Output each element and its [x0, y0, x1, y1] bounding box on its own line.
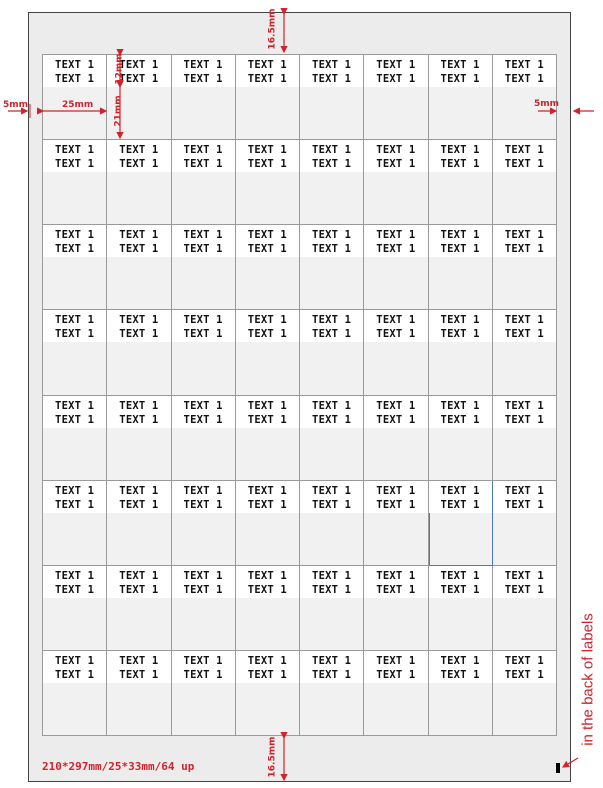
label-text-line2: TEXT 1: [376, 73, 416, 85]
label-text-line2: TEXT 1: [119, 243, 159, 256]
label-text-line1: TEXT 1: [119, 59, 159, 71]
label-text-line2: TEXT 1: [504, 158, 544, 171]
label-text-line2: TEXT 1: [312, 243, 352, 256]
label-text-line2: TEXT 1: [55, 668, 95, 681]
label-text-line1: TEXT 1: [440, 654, 480, 667]
label-text-line2: TEXT 1: [504, 413, 544, 426]
label-text-line2: TEXT 1: [55, 413, 95, 426]
label-text-line1: TEXT 1: [119, 654, 159, 667]
label-text-line1: TEXT 1: [312, 144, 352, 157]
label-text-line1: TEXT 1: [247, 314, 287, 327]
label-text-line2: TEXT 1: [376, 668, 416, 681]
label-text-line1: TEXT 1: [312, 399, 352, 412]
label-text-line1: TEXT 1: [183, 229, 223, 242]
label-text-line1: TEXT 1: [183, 399, 223, 412]
label-text-line1: TEXT 1: [440, 314, 480, 327]
label-text-line1: TEXT 1: [247, 144, 287, 157]
label-text-line1: TEXT 1: [247, 399, 287, 412]
label-text-line1: TEXT 1: [119, 144, 159, 157]
label-text-line1: TEXT 1: [55, 399, 95, 412]
label-text-line1: TEXT 1: [55, 314, 95, 327]
label-text-line1: TEXT 1: [504, 144, 544, 157]
label-text-line1: TEXT 1: [183, 59, 223, 71]
label-text-line1: TEXT 1: [504, 59, 544, 71]
label-text-line1: TEXT 1: [183, 654, 223, 667]
label-text-line1: TEXT 1: [376, 144, 416, 157]
bottom-margin-label: 16.5mm: [267, 736, 278, 778]
label-text-line2: TEXT 1: [247, 73, 287, 85]
label-text-line2: TEXT 1: [55, 498, 95, 511]
label-text-line2: TEXT 1: [376, 498, 416, 511]
label-text-line2: TEXT 1: [376, 413, 416, 426]
label-text-line1: TEXT 1: [440, 144, 480, 157]
label-text-line1: TEXT 1: [376, 59, 416, 71]
label-text-line2: TEXT 1: [119, 583, 159, 596]
label-text-line1: TEXT 1: [55, 484, 95, 497]
label-text-line2: TEXT 1: [312, 498, 352, 511]
label-text-line1: TEXT 1: [504, 314, 544, 327]
label-text-line1: TEXT 1: [119, 569, 159, 582]
label-text-line1: TEXT 1: [440, 229, 480, 242]
label-text-line1: TEXT 1: [504, 654, 544, 667]
label-text-line2: TEXT 1: [247, 413, 287, 426]
label-text-line2: TEXT 1: [183, 498, 223, 511]
label-text-line2: TEXT 1: [312, 413, 352, 426]
label-text-line2: TEXT 1: [504, 583, 544, 596]
label-text-line1: TEXT 1: [440, 59, 480, 71]
label-text-line2: TEXT 1: [183, 243, 223, 256]
sheet-size-caption: 210*297mm/25*33mm/64 up: [42, 760, 195, 773]
label-text-line2: TEXT 1: [312, 158, 352, 171]
back-note-arrow: [563, 758, 578, 767]
label-text-line1: TEXT 1: [55, 59, 95, 71]
label-text-line2: TEXT 1: [55, 328, 95, 341]
label-text-line1: TEXT 1: [376, 399, 416, 412]
label-text-line2: TEXT 1: [504, 328, 544, 341]
label-text-line1: TEXT 1: [183, 144, 223, 157]
label-text-line1: TEXT 1: [504, 229, 544, 242]
label-text-line2: TEXT 1: [119, 158, 159, 171]
label-text-line2: TEXT 1: [119, 328, 159, 341]
label-text-line1: TEXT 1: [247, 654, 287, 667]
label-text-line2: TEXT 1: [440, 498, 480, 511]
label-text-line1: TEXT 1: [312, 484, 352, 497]
label-text-line1: TEXT 1: [55, 229, 95, 242]
label-text-line2: TEXT 1: [440, 583, 480, 596]
label-text-line2: TEXT 1: [247, 328, 287, 341]
label-text-line1: TEXT 1: [183, 314, 223, 327]
back-of-labels-note: in the back of labels: [579, 613, 597, 746]
label-text-line2: TEXT 1: [440, 328, 480, 341]
label-text-line1: TEXT 1: [312, 314, 352, 327]
label-text-line1: TEXT 1: [312, 569, 352, 582]
label-text-line1: TEXT 1: [376, 229, 416, 242]
label-text-line2: TEXT 1: [55, 243, 95, 256]
label-text-line2: TEXT 1: [247, 583, 287, 596]
corner-mark: [556, 763, 560, 773]
label-text-line1: TEXT 1: [440, 484, 480, 497]
label-text-line1: TEXT 1: [119, 484, 159, 497]
label-text-line2: TEXT 1: [119, 498, 159, 511]
label-text-line2: TEXT 1: [183, 668, 223, 681]
label-text-line1: TEXT 1: [183, 484, 223, 497]
label-text-line2: TEXT 1: [247, 498, 287, 511]
label-text-line2: TEXT 1: [55, 158, 95, 171]
label-text-line2: TEXT 1: [504, 498, 544, 511]
label-text-line2: TEXT 1: [440, 73, 480, 85]
label-text-line2: TEXT 1: [183, 583, 223, 596]
label-text-line1: TEXT 1: [247, 229, 287, 242]
label-text-line1: TEXT 1: [119, 229, 159, 242]
label-text-line1: TEXT 1: [504, 399, 544, 412]
label-text-line2: TEXT 1: [119, 668, 159, 681]
label-text-line2: TEXT 1: [376, 583, 416, 596]
label-text-line1: TEXT 1: [376, 314, 416, 327]
label-text-line2: TEXT 1: [504, 668, 544, 681]
label-text-line1: TEXT 1: [247, 484, 287, 497]
label-text-line2: TEXT 1: [183, 73, 223, 85]
label-text-line1: TEXT 1: [376, 569, 416, 582]
label-text-line1: TEXT 1: [183, 569, 223, 582]
label-text-line1: TEXT 1: [312, 59, 352, 71]
text-band-label: 12mm: [114, 53, 125, 85]
label-text-line1: TEXT 1: [440, 569, 480, 582]
label-text-line1: TEXT 1: [504, 484, 544, 497]
left-margin-label: 5mm: [3, 100, 29, 110]
label-text-line2: TEXT 1: [376, 328, 416, 341]
label-text-line1: TEXT 1: [247, 59, 287, 71]
label-text-line2: TEXT 1: [376, 158, 416, 171]
label-width-label: 25mm: [62, 100, 94, 110]
label-cell[interactable]: [429, 481, 493, 566]
label-text-line2: TEXT 1: [183, 158, 223, 171]
label-text-line2: TEXT 1: [119, 413, 159, 426]
label-text-line2: TEXT 1: [440, 243, 480, 256]
label-text-line1: TEXT 1: [55, 569, 95, 582]
label-text-line1: TEXT 1: [55, 144, 95, 157]
label-text-line1: TEXT 1: [440, 399, 480, 412]
label-text-line2: TEXT 1: [247, 158, 287, 171]
top-margin-label: 16.5mm: [267, 8, 278, 50]
label-text-line1: TEXT 1: [312, 229, 352, 242]
label-text-line2: TEXT 1: [440, 158, 480, 171]
label-text-line1: TEXT 1: [119, 314, 159, 327]
label-text-line2: TEXT 1: [440, 668, 480, 681]
label-text-line1: TEXT 1: [376, 484, 416, 497]
label-text-line1: TEXT 1: [376, 654, 416, 667]
label-text-line2: TEXT 1: [504, 243, 544, 256]
label-text-line1: TEXT 1: [247, 569, 287, 582]
label-text-line2: TEXT 1: [504, 73, 544, 85]
label-text-line2: TEXT 1: [247, 243, 287, 256]
right-margin-label: 5mm: [534, 99, 560, 109]
label-text-line2: TEXT 1: [440, 413, 480, 426]
label-text-line1: TEXT 1: [504, 569, 544, 582]
label-text-line2: TEXT 1: [312, 668, 352, 681]
label-text-line2: TEXT 1: [312, 73, 352, 85]
label-text-line2: TEXT 1: [119, 73, 159, 85]
label-text-line2: TEXT 1: [376, 243, 416, 256]
blank-height-label: 21mm: [113, 95, 124, 127]
label-text-line2: TEXT 1: [55, 583, 95, 596]
label-text-line1: TEXT 1: [119, 399, 159, 412]
label-text-line2: TEXT 1: [247, 668, 287, 681]
label-text-line2: TEXT 1: [183, 413, 223, 426]
label-text-line2: TEXT 1: [312, 328, 352, 341]
label-text-line2: TEXT 1: [183, 328, 223, 341]
label-text-line2: TEXT 1: [55, 73, 95, 85]
label-text-line1: TEXT 1: [55, 654, 95, 667]
label-text-line1: TEXT 1: [312, 654, 352, 667]
label-text-line2: TEXT 1: [312, 583, 352, 596]
